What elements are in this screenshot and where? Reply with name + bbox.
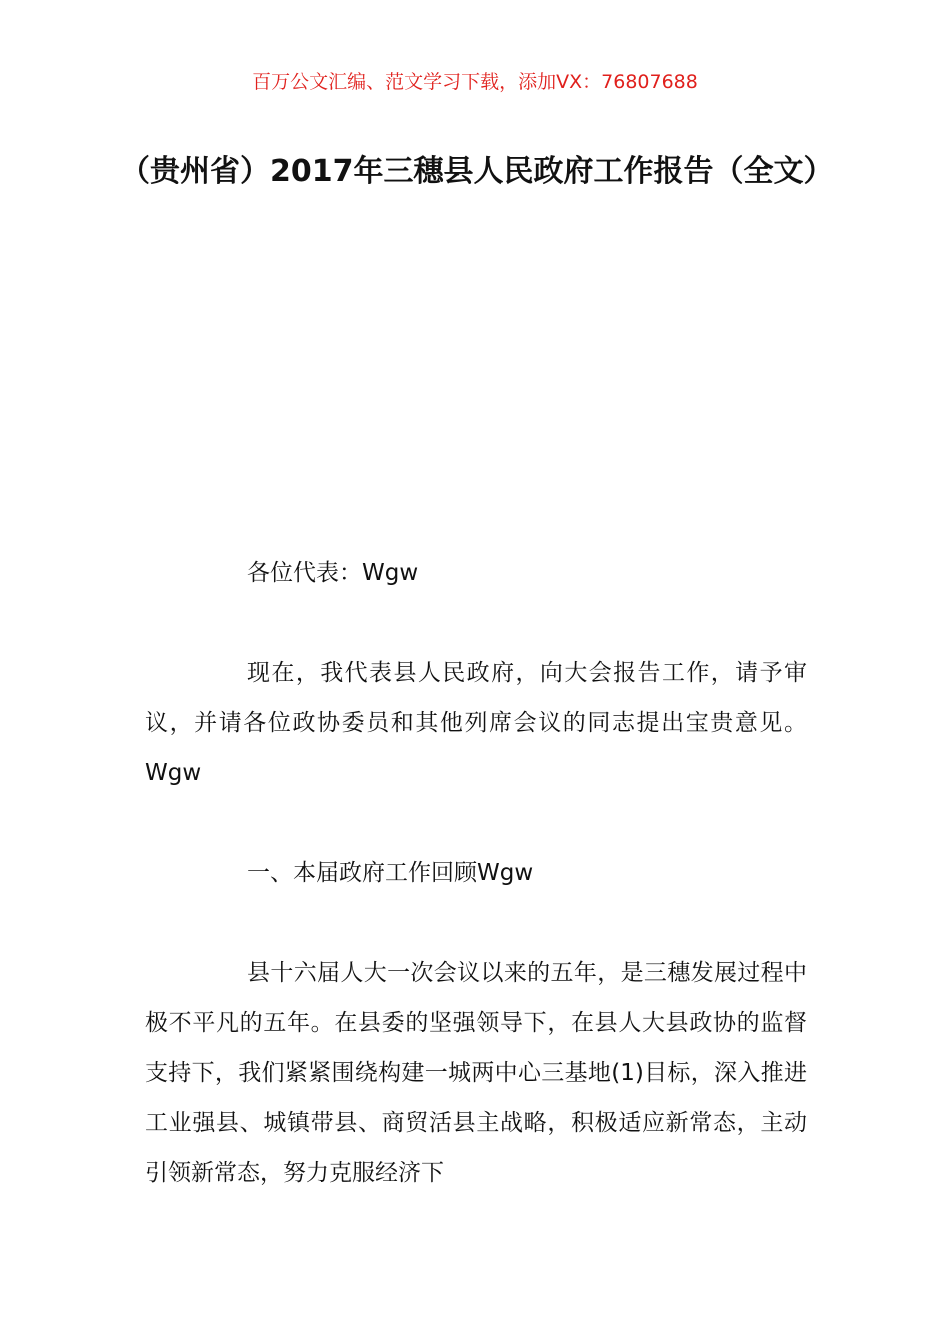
document-body bbox=[145, 548, 807, 1248]
header-note: 百万公文汇编、范文学习下载，添加VX：76807688 bbox=[252, 71, 698, 93]
intro-paragraph: 现在，我代表县人民政府，向大会报告工作，请予审议，并请各位政协委员和其他列席会议的同志提出宝贵意见。Wgw bbox=[145, 660, 807, 786]
salutation-paragraph: 各位代表：Wgw bbox=[247, 560, 419, 586]
page-title: （贵州省）2017年三穗县人民政府工作报告（全文） bbox=[120, 154, 834, 189]
body-paragraph: 县十六届人大一次会议以来的五年，是三穗发展过程中极不平凡的五年。在县委的坚强领导下，在县人大县政协的监督支持下，我们紧紧围绕构建一城两中心三基地(1)目标，深入推进工业强县、城镇带县、商贸活县主战略，积极适应新常态，主动引领新常态，努力克服经济下 bbox=[145, 960, 807, 1186]
section-heading: 一、本届政府工作回顾Wgw bbox=[247, 860, 534, 886]
